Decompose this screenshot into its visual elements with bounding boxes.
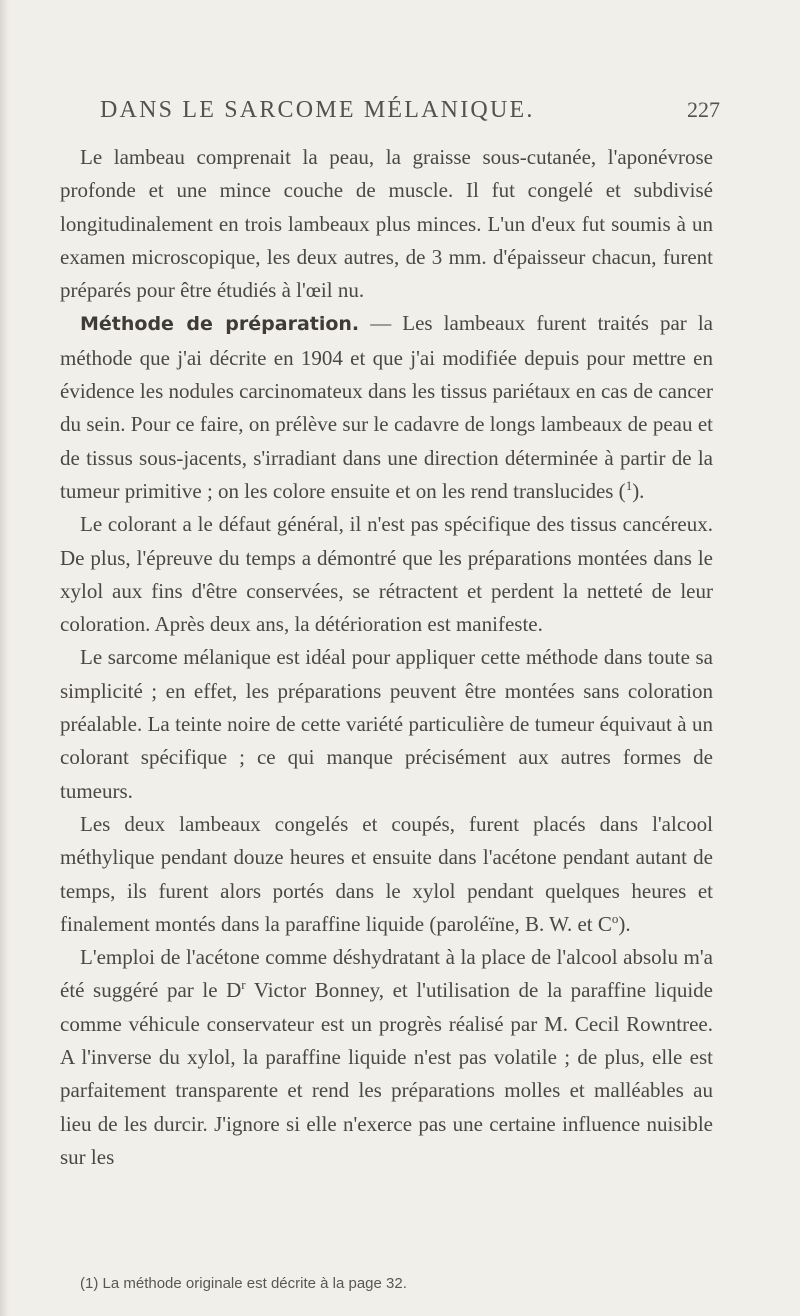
- paragraph-5-text: Les deux lambeaux congelés et coupés, furent placés dans l'alcool méthylique pendant douze heures et ensuite dans l'acétone pendant autant de temps, ils furent alors portés dans le xylol pendant quelques heures et finalement montés dans la paraffine liquide (paroléïne, B. W. et C: [60, 811, 713, 936]
- paragraph-2-text-end: ).: [632, 478, 645, 503]
- paragraph-3-text: Le colorant a le défaut général, il n'est pas spécifique des tissus cancéreux. De plus, l'épreuve du temps a démontré que les préparations montées dans le xylol aux fins d'être conservées, se rétractent et perdent la netteté de leur coloration. Après deux ans, la détérioration est manifeste.: [60, 512, 713, 637]
- paragraph-2-text: — Les lambeaux furent traités par la méthode que j'ai décrite en 1904 et que j'ai modifiée depuis pour mettre en évidence les nodules carcinomateux dans les tissus pariétaux en cas de cancer du sein. Pour ce faire, on prélève sur le cadavre de longs lambeaux de peau et de tissus sous-jacents, s'irradiant dans une direction déterminée à partir de la tumeur primitive ; on les colore ensuite et on les rend translucides (: [60, 311, 713, 503]
- paragraph-6: [60, 941, 713, 1174]
- section-heading: Méthode de préparation.: [80, 313, 360, 336]
- running-head: [100, 97, 720, 127]
- page-edge-shadow: [0, 0, 10, 1316]
- paragraph-5: [60, 808, 713, 941]
- superscript-r: r: [241, 977, 246, 993]
- paragraph-6-text-end: Victor Bonney, et l'utilisation de la paraffine liquide comme véhicule conservateur est un progrès réalisé par M. Cecil Rowntree. A l'inverse du xylol, la paraffine liquide n'est pas volatile ; de plus, elle est parfaitement transparente et rend les préparations molles et malléables au lieu de les durcir. J'ignore si elle n'exerce pas une certaine influence nuisible sur les: [60, 978, 713, 1169]
- footnote: (1) La méthode originale est décrite à la page 32.: [80, 1275, 407, 1292]
- paragraph-4: [60, 641, 713, 807]
- footnote-reference: 1: [625, 477, 633, 493]
- body-text: [60, 141, 713, 1174]
- paragraph-5-text-end: ).: [618, 911, 631, 936]
- paragraph-3: [60, 508, 713, 641]
- paragraph-2: [60, 307, 713, 508]
- paragraph-1: [60, 141, 713, 307]
- running-title: DANS LE SARCOME MÉLANIQUE.: [100, 97, 535, 123]
- paragraph-6-text: L'emploi de l'acétone comme déshydratant à la place de l'alcool absolu m'a été suggéré par le D: [60, 945, 713, 1003]
- page-number: 227: [687, 97, 720, 122]
- paragraph-1-text: Le lambeau comprenait la peau, la graisse sous-cutanée, l'aponévrose profonde et une mince couche de muscle. Il fut congelé et subdivisé longitudinalement en trois lambeaux plus minces. L'un d'eux fut soumis à un examen microscopique, les deux autres, de 3 mm. d'épaisseur chacun, furent préparés pour être étudiés à l'œil nu.: [60, 145, 713, 303]
- superscript-o: o: [611, 910, 619, 926]
- paragraph-4-text: Le sarcome mélanique est idéal pour appliquer cette méthode dans toute sa simplicité ; en effet, les préparations peuvent être montées sans coloration préalable. La teinte noire de cette variété particulière de tumeur équivaut à un colorant spécifique ; ce qui manque précisément aux autres formes de tumeurs.: [60, 645, 713, 803]
